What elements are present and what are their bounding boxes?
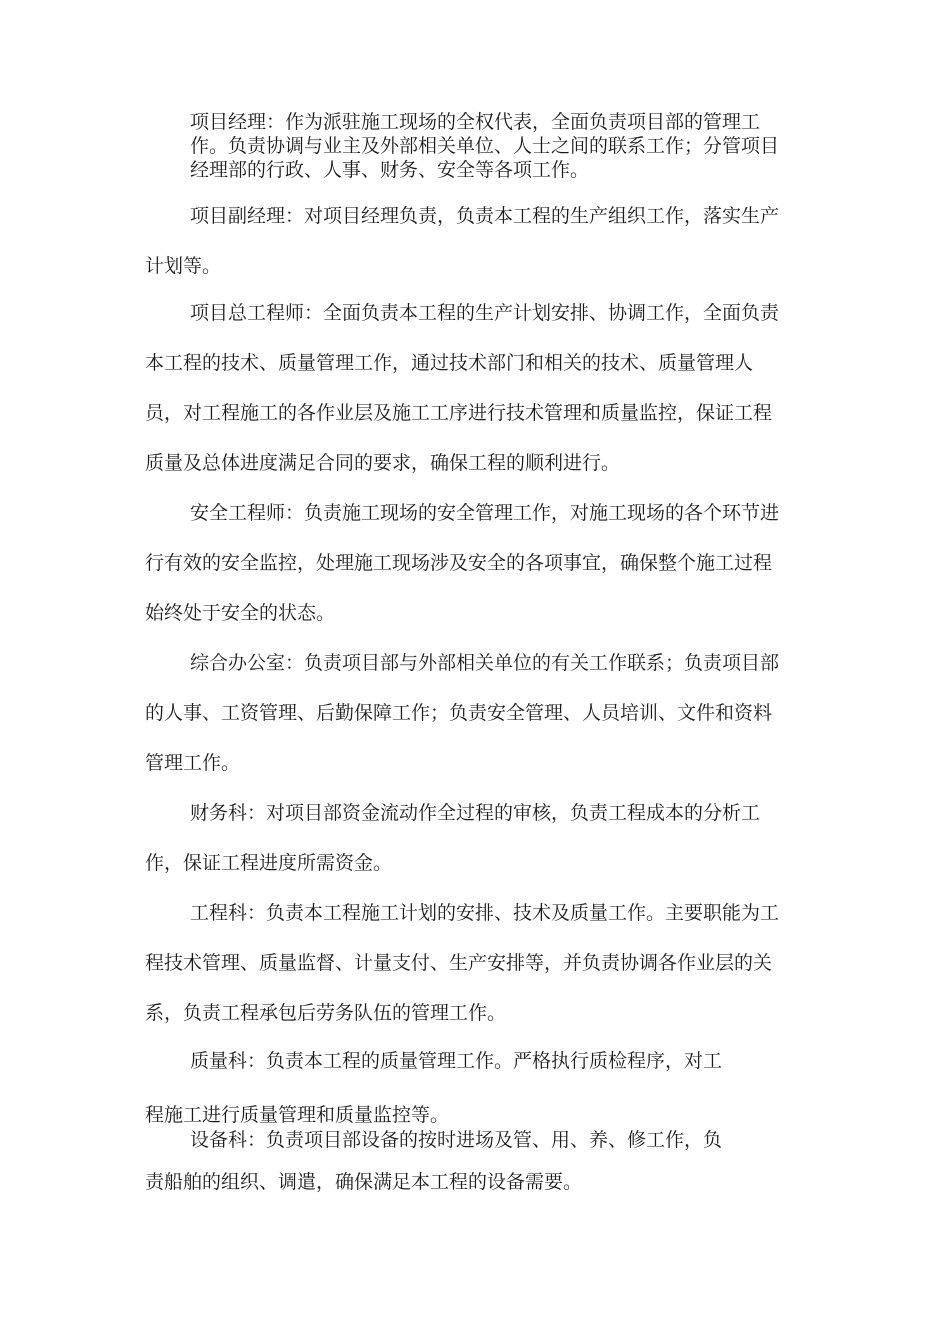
- text-line: 程技术管理、质量监督、计量支付、生产安排等，并负责协调各作业层的关: [145, 952, 773, 974]
- text-line: 项目副经理：对项目经理负责，负责本工程的生产组织工作，落实生产: [190, 205, 780, 227]
- text-line: 系，负责工程承包后劳务队伍的管理工作。: [145, 1002, 507, 1024]
- text-line: 程施工进行质量管理和质量监控等。: [145, 1104, 450, 1126]
- text-line: 财务科：对项目部资金流动作全过程的审核，负责工程成本的分析工: [190, 802, 761, 824]
- text-line: 计划等。: [145, 255, 222, 277]
- text-line: 管理工作。: [145, 752, 241, 774]
- text-line: 质量及总体进度满足合同的要求，确保工程的顺利进行。: [145, 452, 621, 474]
- text-line: 工程科：负责本工程施工计划的安排、技术及质量工作。主要职能为工: [190, 902, 780, 924]
- text-line: 经理部的行政、人事、财务、安全等各项工作。: [190, 159, 590, 181]
- text-line: 行有效的安全监控，处理施工现场涉及安全的各项事宜，确保整个施工过程: [145, 552, 773, 574]
- text-line: 作，保证工程进度所需资金。: [145, 852, 393, 874]
- text-line: 责船舶的组织、调遣，确保满足本工程的设备需要。: [145, 1171, 583, 1193]
- text-line: 的人事、工资管理、后勤保障工作；负责安全管理、人员培训、文件和资料: [145, 702, 773, 724]
- text-line: 始终处于安全的状态。: [145, 602, 336, 624]
- text-line: 本工程的技术、质量管理工作，通过技术部门和相关的技术、质量管理人: [145, 352, 754, 374]
- text-line: 项目总工程师：全面负责本工程的生产计划安排、协调工作，全面负责: [190, 302, 780, 324]
- text-line: 项目经理：作为派驻施工现场的全权代表，全面负责项目部的管理工: [190, 111, 761, 133]
- text-line: 员，对工程施工的各作业层及施工工序进行技术管理和质量监控，保证工程: [145, 402, 773, 424]
- text-line: 安全工程师：负责施工现场的安全管理工作，对施工现场的各个环节进: [190, 502, 780, 524]
- text-line: 质量科：负责本工程的质量管理工作。严格执行质检程序，对工: [190, 1050, 723, 1072]
- text-line: 作。负责协调与业主及外部相关单位、人士之间的联系工作；分管项目: [190, 135, 780, 157]
- text-line: 设备科：负责项目部设备的按时进场及管、用、养、修工作，负: [190, 1129, 723, 1151]
- text-line: 综合办公室：负责项目部与外部相关单位的有关工作联系；负责项目部: [190, 652, 780, 674]
